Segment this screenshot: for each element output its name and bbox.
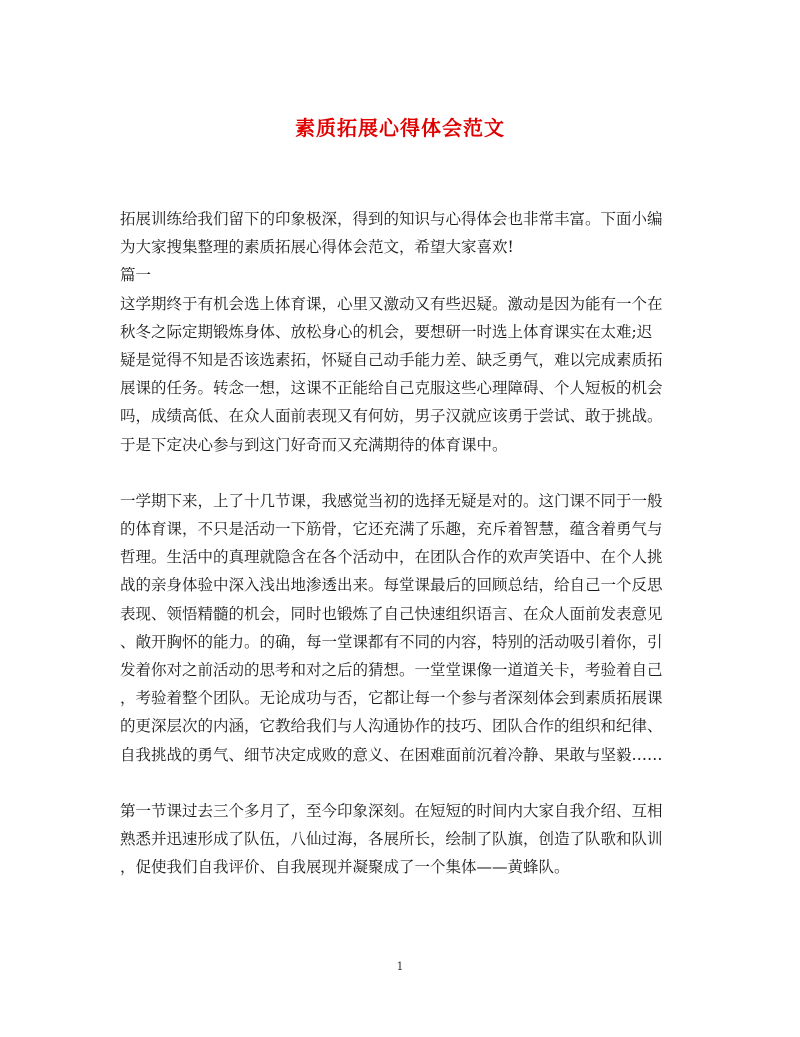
text-line: 自我挑战的勇气、细节决定成败的意义、在困难面前沉着冷静、果敢与坚毅…… xyxy=(120,745,663,764)
paragraph-1 xyxy=(120,290,680,459)
document-title: 素质拓展心得体会范文 xyxy=(295,116,505,140)
text-line: 展课的任务。转念一想，这课不正能给自己克服这些心理障碍、个人短板的机会 xyxy=(120,379,663,398)
text-line: 表现、领悟精髓的机会，同时也锻炼了自己快速组织语言、在众人面前发表意见 xyxy=(120,604,663,623)
text-line: ，促使我们自我评价、自我展现并凝聚成了一个集体——黄蜂队。 xyxy=(120,858,570,877)
paragraph-spacer xyxy=(120,459,680,487)
text-line: 战的亲身体验中深入浅出地渗透出来。每堂课最后的回顾总结，给自己一个反思 xyxy=(120,576,663,595)
paragraph-spacer xyxy=(120,769,680,797)
text-line: 哲理。生活中的真理就隐含在各个活动中，在团队合作的欢声笑语中、在个人挑 xyxy=(120,548,663,567)
text-line: 一学期下来，上了十几节课，我感觉当初的选择无疑是对的。这门课不同于一般 xyxy=(120,491,663,510)
document-body xyxy=(120,205,680,882)
text-line: ，考验着整个团队。无论成功与否，它都让每一个参与者深刻体会到素质拓展课 xyxy=(120,689,663,708)
text-line: 的体育课，不只是活动一下筋骨，它还充满了乐趣，充斥着智慧，蕴含着勇气与 xyxy=(120,520,663,539)
page-number: 1 xyxy=(396,960,404,973)
text-line: 发着你对之前活动的思考和对之后的猜想。一堂堂课像一道道关卡，考验着自己 xyxy=(120,661,663,679)
text-line: 熟悉并迅速形成了队伍，八仙过海，各展所长，绘制了队旗，创造了队歌和队训 xyxy=(120,830,663,849)
text-line: 拓展训练给我们留下的印象极深，得到的知识与心得体会也非常丰富。下面小编 xyxy=(120,210,663,228)
text-line: 这学期终于有机会选上体育课，心里又激动又有些迟疑。激动是因为能有一个在 xyxy=(120,294,663,313)
text-line: 吗，成绩高低、在众人面前表现又有何妨，男子汉就应该勇于尝试、敢于挑战。 xyxy=(120,407,663,426)
paragraph-2 xyxy=(120,487,680,769)
text-line: 于是下定决心参与到这门好奇而又充满期待的体育课中。 xyxy=(120,435,508,454)
paragraph-3 xyxy=(120,797,680,882)
text-line: 秋冬之际定期锻炼身体、放松身心的机会，要想研一时选上体育课实在太难;迟 xyxy=(120,322,653,341)
text-line: 的更深层次的内涵，它教给我们与人沟通协作的技巧、团队合作的组织和纪律、 xyxy=(120,717,663,736)
intro-paragraph xyxy=(120,205,680,261)
section-heading: 篇一 xyxy=(120,266,152,285)
text-line: 、敞开胸怀的能力。的确，每一堂课都有不同的内容，特别的活动吸引着你，引 xyxy=(120,632,663,651)
text-line: 疑是觉得不知是否该选素拓，怀疑自己动手能力差、缺乏勇气，难以完成素质拓 xyxy=(120,350,663,369)
text-line: 第一节课过去三个多月了，至今印象深刻。在短短的时间内大家自我介绍、互相 xyxy=(120,801,663,820)
text-line: 为大家搜集整理的素质拓展心得体会范文，希望大家喜欢! xyxy=(120,238,514,257)
